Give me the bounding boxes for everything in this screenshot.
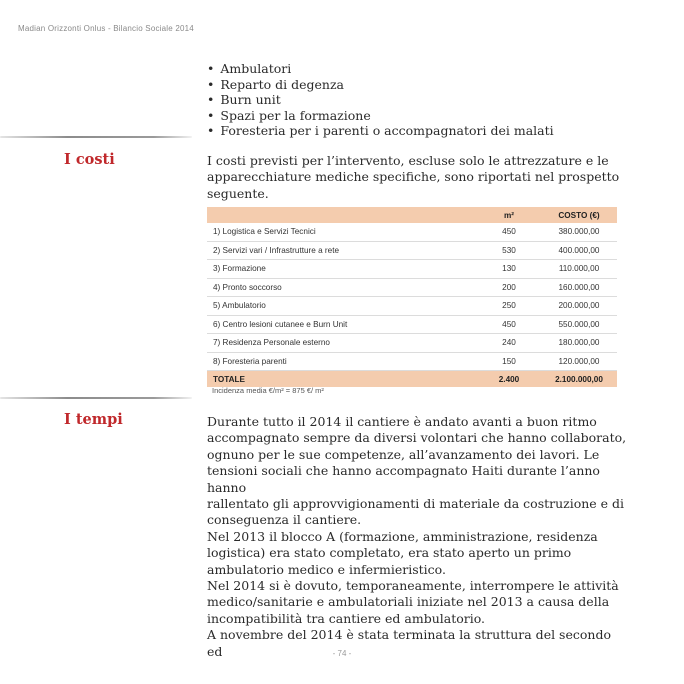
table-header-row	[207, 207, 617, 223]
row-cost: 110.000,00	[541, 260, 617, 279]
bullet-item: • Burn unit	[207, 92, 554, 108]
section-divider	[0, 397, 192, 399]
row-description: 6) Centro lesioni cutanee e Burn Unit	[207, 315, 477, 334]
row-cost: 550.000,00	[541, 315, 617, 334]
row-cost: 380.000,00	[541, 223, 617, 241]
table-total-row	[207, 371, 617, 388]
table-row	[207, 315, 617, 334]
row-description: 5) Ambulatorio	[207, 297, 477, 316]
table-footnote: Incidenza media €/m² = 875 €/ m²	[212, 386, 324, 395]
row-area: 530	[477, 241, 541, 260]
running-header: Madian Orizzonti Onlus - Bilancio Sociale 2014	[18, 24, 194, 33]
row-area: 200	[477, 278, 541, 297]
tempi-paragraph: Nel 2014 si è dovuto, temporaneamente, interrompere le attività medico/sanitarie e ambulatoriali iniziate nel 2013 a causa della incompatibilità tra cantiere ed ambulatorio.	[207, 578, 619, 626]
row-description: 8) Foresteria parenti	[207, 352, 477, 371]
row-description: 4) Pronto soccorso	[207, 278, 477, 297]
row-area: 240	[477, 334, 541, 353]
column-header-description	[207, 207, 477, 223]
table-row	[207, 241, 617, 260]
row-area: 150	[477, 352, 541, 371]
row-area: 450	[477, 315, 541, 334]
row-cost: 200.000,00	[541, 297, 617, 316]
row-area: 250	[477, 297, 541, 316]
page-number: - 74 -	[332, 649, 352, 658]
costs-table	[207, 207, 617, 387]
table-row	[207, 223, 617, 241]
row-cost: 180.000,00	[541, 334, 617, 353]
row-area: 450	[477, 223, 541, 241]
section-divider	[0, 136, 192, 138]
row-cost: 400.000,00	[541, 241, 617, 260]
table-row	[207, 278, 617, 297]
section-title-costi: I costi	[64, 151, 115, 168]
row-description: 3) Formazione	[207, 260, 477, 279]
total-cost: 2.100.000,00	[541, 371, 617, 388]
row-cost: 120.000,00	[541, 352, 617, 371]
row-description: 7) Residenza Personale esterno	[207, 334, 477, 353]
facility-bullet-list	[207, 61, 554, 139]
table-row	[207, 297, 617, 316]
bullet-item: • Spazi per la formazione	[207, 108, 554, 124]
bullet-item: • Ambulatori	[207, 61, 554, 77]
tempi-paragraph: Durante tutto il 2014 il cantiere è andato avanti a buon ritmo accompagnato sempre da diversi volontari che hanno collaborato, ognuno per le sue competenze, all’avanzamento dei lavori. Le tensioni sociali che hanno accompagnato Haiti durante l’anno hanno rallentato gli approvvigionamenti di materiale da costruzione e di conseguenza il cantiere.	[207, 414, 627, 528]
column-header-area: m²	[477, 207, 541, 223]
table-row	[207, 352, 617, 371]
row-description: 1) Logistica e Servizi Tecnici	[207, 223, 477, 241]
bullet-item: • Foresteria per i parenti o accompagnatori dei malati	[207, 123, 554, 139]
tempi-body	[207, 414, 627, 660]
tempi-paragraph: Nel 2013 il blocco A (formazione, amministrazione, residenza logistica) era stato completato, era stato aperto un primo ambulatorio medico e infermieristico.	[207, 528, 598, 577]
column-header-cost: COSTO (€)	[541, 207, 617, 223]
total-area: 2.400	[477, 371, 541, 388]
row-area: 130	[477, 260, 541, 279]
row-description: 2) Servizi vari / Infrastrutture a rete	[207, 241, 477, 260]
total-label: TOTALE	[207, 371, 477, 388]
costi-intro-paragraph: I costi previsti per l’intervento, escluse solo le attrezzature e le apparecchiature mediche specifiche, sono riportati nel prospetto seguente.	[207, 153, 620, 201]
tempi-paragraph: A novembre del 2014 è stata terminata la struttura del secondo ed	[207, 627, 611, 659]
bullet-item: • Reparto di degenza	[207, 77, 554, 93]
section-title-tempi: I tempi	[64, 411, 123, 428]
table-row	[207, 334, 617, 353]
row-cost: 160.000,00	[541, 278, 617, 297]
table-row	[207, 260, 617, 279]
